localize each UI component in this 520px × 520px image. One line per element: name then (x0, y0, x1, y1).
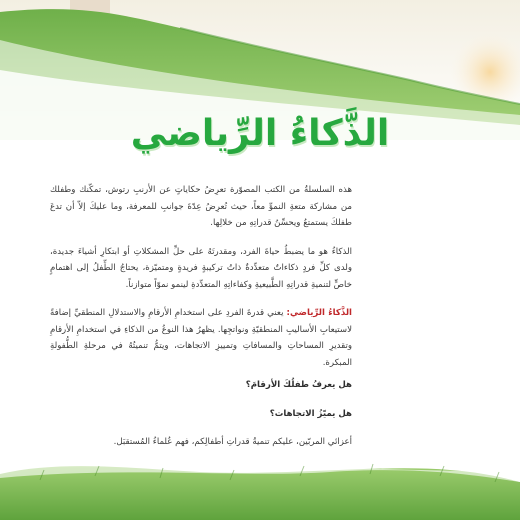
intro-paragraph: هذه السلسلةُ من الكتب المصوّرة تعرِضُ حكاياتٍ عن الأرنبِ رتوش، تمكّنك وطفلك من مشاركة متعةِ النموِّ معاً، حيث تُعرِضُ عِدّةَ جوانبِ للمعرفة، وما عليكَ إلاّ أن تدعَ طفلكَ يستمتعُ ويحسِّنُ قدراتِهِ من خلالِها. (50, 185, 352, 228)
math-intelligence-label: الذَّكاءُ الرِّياضي: (286, 308, 353, 318)
question-numbers: هل يعرفُ طفلُكَ الأرقامَ؟ (245, 380, 352, 390)
grass-strip-shape (0, 466, 520, 520)
math-intelligence-body: يعني قدرةَ الفردِ على استخدامِ الأرقامِ والاستدلالِ المنطقيِّ إضافةً لاستيعابِ الأساليبِ المنطقيّةِ ونواتجِها. يظهرُ هذا النوعُ من الذكاءِ في استخدامِ الأرقامِ وتقديرِ المساحاتِ والمسافاتِ وتمييزِ الاتجاهات، ويتمُّ تنميتُهُ في مرحلةِ الطُّفولةِ المبكرة. (50, 308, 352, 368)
grass-illustration-bottom (0, 420, 520, 520)
math-intelligence-paragraph (50, 305, 352, 371)
question-directions: هل يميّزُ الاتجاهات؟ (269, 408, 352, 419)
page-title: الذَّكاءُ الرِّياضي (130, 113, 390, 154)
closing-paragraph: أعزائي المربّين، عليكم تنميةُ قدراتِ أطفالِكم، فهم عُلماءُ المُستقبَل. (113, 437, 352, 447)
intelligence-paragraph: الذكاءُ هو ما يضبطُ حياةَ الفرد، ومقدرتَهُ على حلِّ المشكلاتِ أو ابتكارِ أشياءَ جديدة، ولدى كلِّ فردٍ ذكاءاتٌ متعدِّدةٌ ذاتُ تركيبةٍ فريدةٍ ومتميّزة، يحتاجُ الطِّفلُ إلى اهتمامٍ خاصٍّ لتنميةِ قدراتِهِ الطَّبيعيةِ وكفاءاتِهِ المتعدِّدةِ لينمو نموّاً متوازناً. (50, 246, 352, 290)
